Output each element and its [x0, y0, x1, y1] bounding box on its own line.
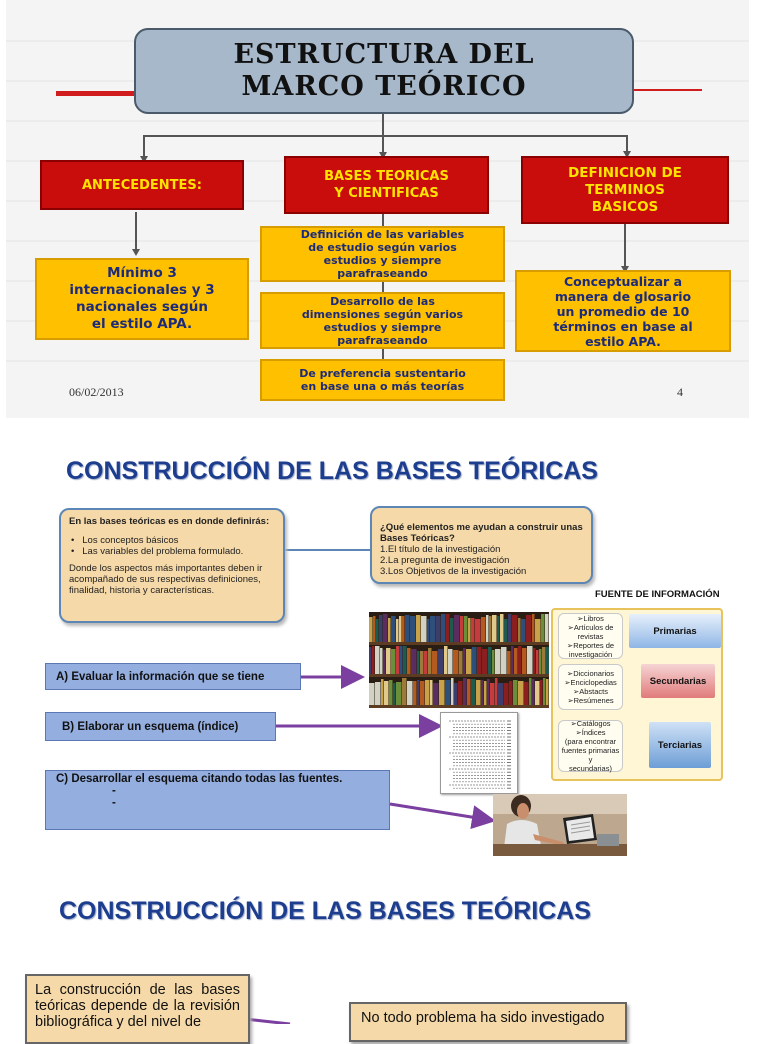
fuente-terciarias-sources: ➢Catálogos ➢Índices (para encontrar fuentes primarias y secundarias) [558, 720, 623, 772]
fuente-terciarias-label: Terciarias [649, 722, 711, 768]
fuente-secundarias-label: Secundarias [641, 664, 715, 698]
slide2-title: CONSTRUCCIÓN DE LAS BASES TEÓRICAS [66, 457, 598, 485]
slide-number: 4 [677, 385, 683, 399]
list-item: • Las variables del problema formulado. [71, 546, 244, 557]
definicion-terminos-box: DEFINICION DE TERMINOS BASICOS [521, 156, 729, 224]
person-reading-image [493, 794, 627, 856]
step-c-dash: - [112, 797, 116, 809]
preferencia-box: De preferencia sustentario en base una o más teorías [260, 359, 505, 401]
list-item: 2.La pregunta de investigación [380, 555, 510, 566]
slide3-title: CONSTRUCCIÓN DE LAS BASES TEÓRICAS [59, 897, 591, 925]
step-a-box: A) Evaluar la información que se tiene [45, 663, 301, 690]
conceptualizar-box: Conceptualizar a manera de glosario un promedio de 10 términos en base al estilo APA. [515, 270, 731, 352]
fuente-primarias-label: Primarias [629, 614, 721, 648]
bases-intro: En las bases teóricas es en donde definirás: [69, 516, 270, 527]
slide-date: 06/02/2013 [69, 385, 124, 399]
desarrollo-dimensiones-box: Desarrollo de las dimensiones según varios estudios y siempre parafraseando [260, 292, 505, 349]
index-document-image [440, 712, 518, 794]
bases-closing: Donde los aspectos más importantes deben ir acompañado de sus respectivas definiciones, finalidad, historia y características. [69, 563, 263, 596]
no-todo-box: No todo problema ha sido investigado [349, 1002, 627, 1042]
list-item: 3.Los Objetivos de la investigación [380, 566, 527, 577]
fuente-title: FUENTE DE INFORMACIÓN [595, 589, 720, 600]
construccion-box: La construcción de las bases teóricas depende de la revisión bibliográfica y del nivel de [25, 974, 250, 1044]
fuente-secundarias-sources: ➢Diccionarios ➢Enciclopedias ➢Abstacts ➢Resúmenes [558, 664, 623, 710]
list-item: 1.El título de la investigación [380, 544, 501, 555]
minimo-box: Mínimo 3 internacionales y 3 nacionales según el estilo APA. [35, 258, 249, 340]
elementos-question: ¿Qué elementos me ayudan a construir unas Bases Teóricas? [380, 522, 583, 544]
list-item: • Los conceptos básicos [71, 535, 179, 546]
bases-teoricas-box: BASES TEORICAS Y CIENTIFICAS [284, 156, 489, 214]
step-b-box: B) Elaborar un esquema (índice) [45, 712, 276, 741]
definicion-variables-box: Definición de las variables de estudio según varios estudios y siempre parafraseando [260, 226, 505, 282]
step-c-text: C) Desarrollar el esquema citando todas las fuentes. [56, 773, 343, 785]
fuente-primarias-sources: ➢Libros ➢Artículos de revistas ➢Reportes de investigación [558, 613, 623, 659]
step-c-dash: - [112, 785, 116, 797]
slide1-title: ESTRUCTURA DEL MARCO TEÓRICO [134, 28, 634, 114]
antecedentes-box: ANTECEDENTES: [40, 160, 244, 210]
